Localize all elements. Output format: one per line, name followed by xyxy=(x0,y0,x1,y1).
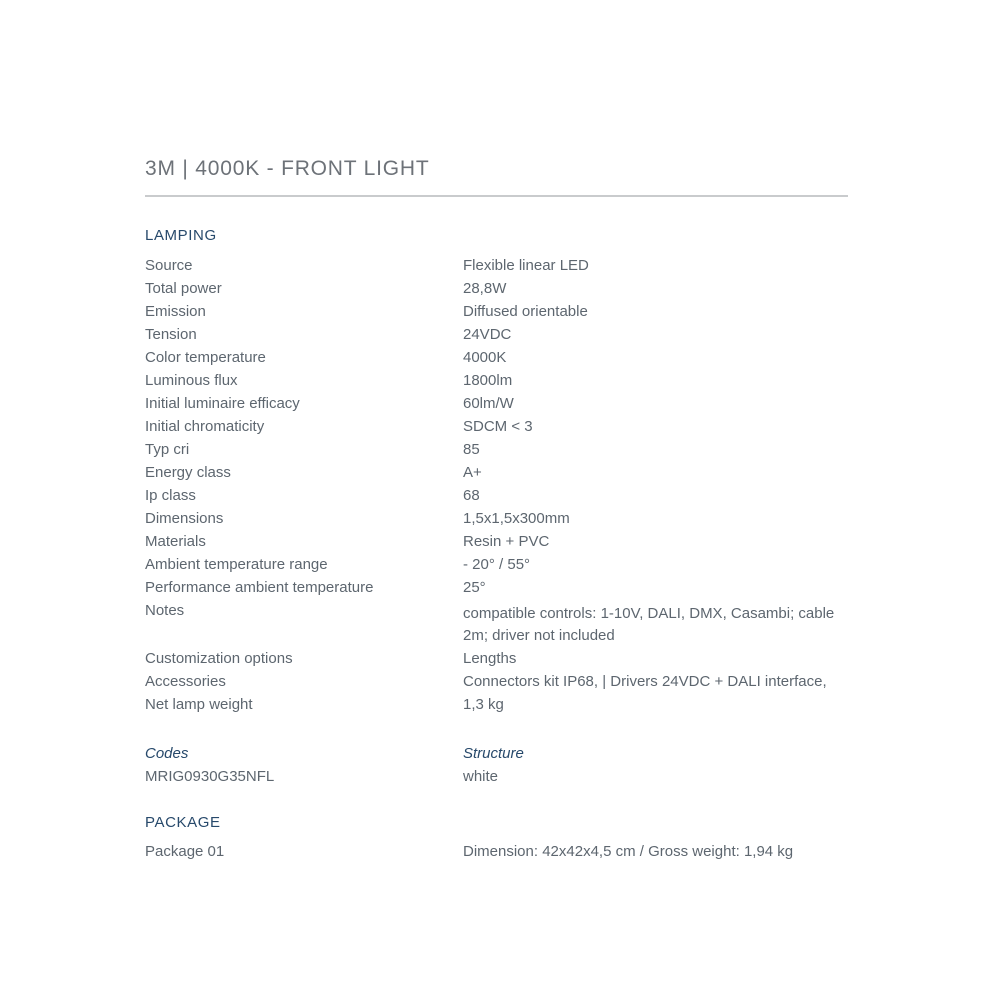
lamping-section-heading: LAMPING xyxy=(145,227,217,244)
spec-row xyxy=(145,530,848,553)
spec-row xyxy=(145,693,848,716)
structure-value: white xyxy=(463,768,499,785)
spec-row-value: 1800lm xyxy=(463,372,513,389)
structure-heading: Structure xyxy=(463,745,524,762)
spec-row-label: Accessories xyxy=(145,673,226,690)
codes-structure-block xyxy=(145,742,848,788)
structure-column xyxy=(463,742,848,788)
spec-row-value: 1,3 kg xyxy=(463,696,504,713)
spec-row-label: Luminous flux xyxy=(145,372,238,389)
spec-row xyxy=(145,647,848,670)
spec-row-value: 68 xyxy=(463,487,480,504)
spec-row-label: Net lamp weight xyxy=(145,696,253,713)
spec-row-value: 28,8W xyxy=(463,280,507,297)
spec-row-label: Notes xyxy=(145,602,185,619)
spec-row-value: 85 xyxy=(463,441,480,458)
title-divider xyxy=(145,195,848,197)
spec-row-value: compatible controls: 1-10V, DALI, DMX, Casambi; cable 2m; driver not included xyxy=(463,605,835,644)
spec-row xyxy=(145,254,848,277)
spec-row-label: Emission xyxy=(145,303,206,320)
spec-row-label: Tension xyxy=(145,326,197,343)
spec-row xyxy=(145,392,848,415)
product-code: MRIG0930G35NFL xyxy=(145,768,275,785)
spec-row-value: SDCM < 3 xyxy=(463,418,533,435)
spec-row xyxy=(145,553,848,576)
package-row-label: Package 01 xyxy=(145,843,225,860)
spec-row-label: Total power xyxy=(145,280,222,297)
spec-row-label: Materials xyxy=(145,533,206,550)
spec-row xyxy=(145,461,848,484)
spec-row-label: Color temperature xyxy=(145,349,266,366)
spec-row-value: Connectors kit IP68, | Drivers 24VDC + DALI interface, xyxy=(463,673,827,690)
spec-row-value: 1,5x1,5x300mm xyxy=(463,510,570,527)
spec-row-value: Resin + PVC xyxy=(463,533,550,550)
package-table xyxy=(145,840,848,863)
spec-row xyxy=(145,415,848,438)
spec-row xyxy=(145,484,848,507)
spec-row-label: Source xyxy=(145,257,193,274)
content-area xyxy=(145,156,848,863)
spec-row-label: Dimensions xyxy=(145,510,224,527)
spec-row-value: 24VDC xyxy=(463,326,512,343)
spec-row-value: Diffused orientable xyxy=(463,303,588,320)
spec-row xyxy=(145,438,848,461)
spec-row xyxy=(145,576,848,599)
spec-row-label: Typ cri xyxy=(145,441,190,458)
spec-row-label: Performance ambient temperature xyxy=(145,579,374,596)
spec-row-label: Energy class xyxy=(145,464,231,481)
spec-row-value: Lengths xyxy=(463,650,517,667)
codes-column xyxy=(145,742,463,788)
spec-row xyxy=(145,507,848,530)
spec-row xyxy=(145,369,848,392)
package-row-value: Dimension: 42x42x4,5 cm / Gross weight: 1,94 kg xyxy=(463,843,794,860)
codes-heading: Codes xyxy=(145,745,189,762)
package-section-heading: PACKAGE xyxy=(145,814,221,831)
spec-row xyxy=(145,599,848,647)
spec-row-label: Initial chromaticity xyxy=(145,418,265,435)
spec-row-label: Customization options xyxy=(145,650,293,667)
page-title: 3M | 4000K - FRONT LIGHT xyxy=(145,157,430,180)
spec-row xyxy=(145,323,848,346)
lamping-spec-table xyxy=(145,254,848,716)
spec-row-label: Ip class xyxy=(145,487,196,504)
spec-row-value: 60lm/W xyxy=(463,395,514,412)
spec-row xyxy=(145,670,848,693)
spec-row-value: 25° xyxy=(463,579,486,596)
spec-row-value: - 20° / 55° xyxy=(463,556,531,573)
spec-row-value: 4000K xyxy=(463,349,507,366)
spec-row xyxy=(145,346,848,369)
spec-row xyxy=(145,300,848,323)
spec-row-label: Ambient temperature range xyxy=(145,556,328,573)
spec-row-value: A+ xyxy=(463,464,482,481)
spec-row xyxy=(145,277,848,300)
spec-row-value: Flexible linear LED xyxy=(463,257,589,274)
spec-row-label: Initial luminaire efficacy xyxy=(145,395,300,412)
package-row xyxy=(145,840,848,863)
